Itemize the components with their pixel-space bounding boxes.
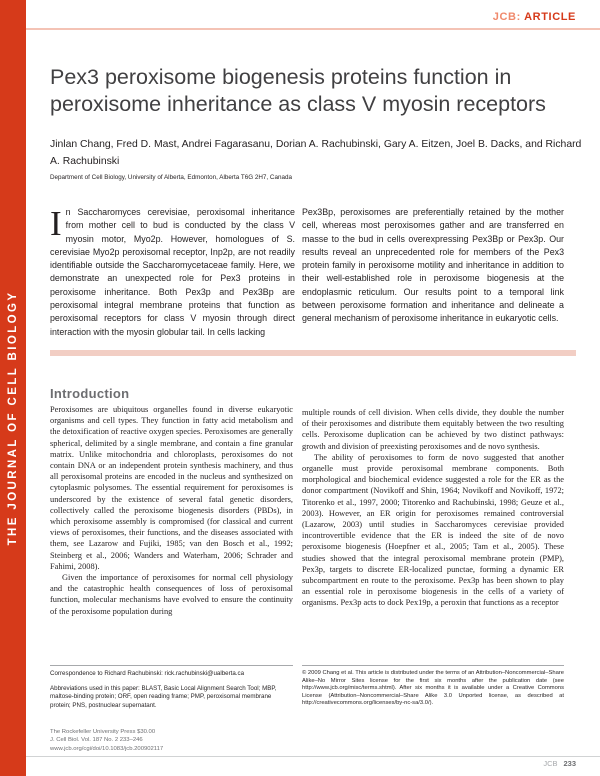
intro-paragraph-2-continued: multiple rounds of cell division. When cells divide, they double the number of their peroxisomes and distribute them equitably between the two resulting cells. Peroxisome duplication can be achieved by two distinct pathways: growth and division of preexisting peroxisomes and de novo synthesis.	[302, 408, 564, 451]
correspondence-note: Correspondence to Richard Rachubinski: rick.rachubinski@ualberta.ca	[50, 670, 245, 677]
copyright-note: © 2009 Chang et al. This article is distributed under the terms of an Attribution–Noncommercial–Share Alike–No Mirror Sites license for the first six months after the publication date (see http://www.jcb.org/misc/terms.shtml). After six months it is available under a Creative Commons License (Attribution–Noncommercial–Share Alike 3.0 Unported license, as described at http://creativecommons.org/licenses/by-nc-sa/3.0/).	[302, 670, 564, 707]
author-affiliation: Department of Cell Biology, University of Alberta, Edmonton, Alberta T6G 2H7, Canada	[50, 174, 292, 181]
publisher-info	[50, 728, 290, 753]
page-number: 233	[563, 759, 576, 768]
citation-line: J. Cell Biol. Vol. 187 No. 2 233–246	[50, 737, 143, 744]
publisher-line: The Rockefeller University Press $30.00	[50, 729, 156, 735]
footnote-rule-right	[302, 665, 564, 666]
article-title: Pex3 peroxisome biogenesis proteins function in peroxisome inheritance as class V myosin receptors	[50, 65, 546, 116]
abstract-right-column: Pex3Bp, peroxisomes are preferentially retained by the mother cell, whereas most peroxisomes gather and are transferred en masse to the bud in cells overexpressing Pex3Bp or Pex3p. Our results reveal an unprecedented role for members of the Pex3 protein family in peroxisome motility and inheritance in addition to their well-established role in peroxisome biogenesis at the endoplasmic reticulum. Our results point to a temporal link between peroxisome formation and inheritance and delineate a general mechanism of peroxisome inheritance in eukaryotic cells.	[302, 207, 564, 324]
header-article-type: ARTICLE	[524, 11, 576, 23]
abstract-left-text: n Saccharomyces cerevisiae, peroxisomal inheritance from mother cell to bud is conducted by the class V myosin motor, Myo2p. However, homologues of S. cerevisiae Myo2p peroxisomal receptor, Inp2p, are not readily identifiable outside the Saccharomycetaceae family. Here, we demonstrate an unexpected role for Pex3 proteins in peroxisome inheritance. Both Pex3p and Pex3Bp are peroxisomal integral membrane proteins that function as peroxisomal receptors for class V myosin through direct interaction with the myosin globular tail. In cells lacking	[50, 207, 295, 337]
article-type-label	[493, 11, 576, 23]
intro-paragraph-1: Peroxisomes are ubiquitous organelles found in diverse eukaryotic organisms and cell types. They function in fatty acid metabolism and the detoxification of reactive oxygen species. Peroxisomes are generally spherical, delimited by a single membrane, and contain a fine granular matrix. Unlike mitochondria and chloroplasts, peroxisomes do not contain DNA or an independent protein synthesis machinery, and thus all peroxisomal proteins are encoded in the nucleus and synthesized on cytoplasmic polysomes. The essential requirement for peroxisomes is underscored by the existence of several fatal genetic disorders, collectively called the peroxisome biogenesis disorders (PBDs), in which peroxisome assembly is compromised (for classical and current views of peroxisomes, their functions, and the diseases associated with them, see Lazarow and Fujiki, 1985; van den Bosch et al., 1992; Steinberg et al., 2006; Wanders and Waterham, 2006; Schrader and Fahimi, 2008).	[50, 405, 293, 571]
journal-sidebar	[0, 0, 26, 776]
doi-line: www.jcb.org/cgi/doi/10.1083/jcb.200902117	[50, 745, 164, 752]
abstract-dropcap: I	[50, 204, 62, 243]
header-rule	[26, 28, 600, 30]
abstract-left-column	[50, 206, 295, 339]
abbreviations-note: Abbreviations used in this paper: BLAST, Basic Local Alignment Search Tool; MBP, maltose-binding protein; ORF, open reading frame; PMP, peroxisomal membrane protein; PNS, postnuclear supernatant.	[50, 685, 277, 709]
header-journal-prefix: JCB:	[492, 11, 525, 23]
body-left-column	[50, 404, 293, 617]
intro-paragraph-2: Given the importance of peroxisomes for normal cell physiology and the catastrophic health consequences of loss of peroxisomal function, molecular mechanisms have evolved to ensure the continuity of the peroxisome population during	[50, 573, 293, 616]
journal-sidebar-label: THE JOURNAL OF CELL BIOLOGY	[7, 290, 19, 546]
section-heading-introduction: Introduction	[50, 386, 130, 401]
body-right-column	[302, 407, 564, 609]
footnote-rule-left	[50, 665, 293, 666]
footer-rule	[26, 756, 600, 757]
page-footer	[543, 759, 576, 768]
intro-paragraph-3: The ability of peroxisomes to form de novo suggested that another organelle must provide peroxisomal membrane components. Both morphological and biochemical evidence suggested a role for the ER as the donor compartment (Novikoff and Shin, 1964; Novikoff and Novikoff, 1972; Titorenko et al., 1997, 2000; Titorenko and Rachubinski, 1998; Geuze et al., 2003). However, an ER origin for peroxisomes remained controversial (Lazarow, 2003) until studies in Saccharomyces cerevisiae provided incontrovertible evidence that the ER is indeed the site of de novo peroxisome biogenesis (Hoepfner et al., 2005; Tam et al., 2005). These studies showed that the integral peroxisomal membrane protein (PMP), Pex3p, targets to discrete ER-localized punctae, forming a dynamic ER subcompartment en route to the peroxisome. Pex3p has been shown to play an essential role in peroxisome biogenesis in the cells of a variety of organisms. Pex3p acts to dock Pex19p, a peroxin that functions as a receptor	[302, 452, 564, 608]
author-list: Jinlan Chang, Fred D. Mast, Andrei Fagarasanu, Dorian A. Rachubinski, Gary A. Eitzen, Joel B. Dacks, and Richard A. Rachubinski	[50, 139, 582, 167]
footer-journal: JCB	[543, 759, 558, 768]
abstract-divider	[50, 350, 576, 356]
